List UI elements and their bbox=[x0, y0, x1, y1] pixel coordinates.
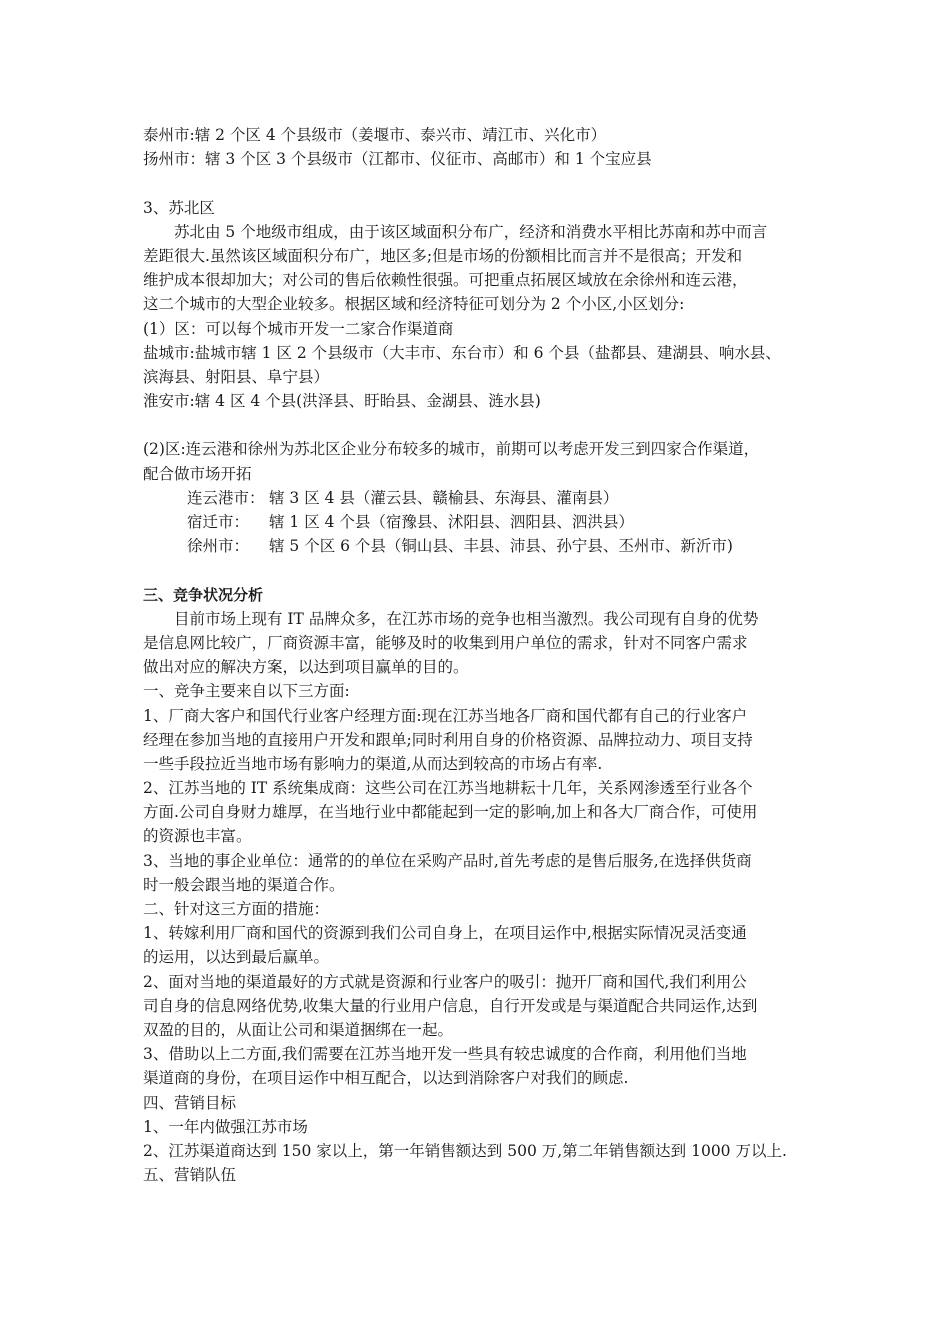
measures-title: 二、针对这三方面的措施： bbox=[143, 900, 330, 918]
zone2-city-line bbox=[143, 510, 813, 534]
zone2-city-line bbox=[143, 486, 813, 510]
city-desc: 辖 5 个区 6 个县（铜山县、丰县、沛县、孙宁县、丕州市、新沂市) bbox=[269, 537, 733, 556]
subei-paragraph-line: 差距很大.虽然该区域面积分布广，地区多;但是市场的份额相比而言并不是很高；开发和 bbox=[143, 246, 743, 265]
yancheng-line: 盐城市:盐城市辖 1 区 2 个县级市（大丰市、东台市）和 6 个县（盐都县、建湖县、响水县、 bbox=[143, 343, 781, 362]
measure-item-3: 3、借助以上二方面,我们需要在江苏当地开发一些具有较忠诚度的合作商，利用他们当地 bbox=[143, 1045, 747, 1064]
yangzhou-line: 扬州市：辖 3 个区 3 个县级市（江都市、仪征市、高邮市）和 1 个宝应县 bbox=[143, 150, 652, 169]
section4-title: 四、营销目标 bbox=[143, 1093, 237, 1112]
measure-item-2: 司自身的信息网络优势,收集大量的行业用户信息，自行开发或是与渠道配合共同运作,达到 bbox=[143, 996, 758, 1015]
city-name: 连云港市： bbox=[187, 488, 265, 507]
competition-item-2: 方面.公司自身财力雄厚，在当地行业中都能起到一定的影响,加上和各大厂商合作，可使用 bbox=[143, 803, 758, 822]
section3-title: 三、竞争状况分析 bbox=[143, 585, 264, 604]
section5-title: 五、营销队伍 bbox=[143, 1166, 237, 1185]
taizhou-line: 泰州市:辖 2 个区 4 个县级市（姜堰市、泰兴市、靖江市、兴化市） bbox=[143, 126, 607, 144]
subei-paragraph-line: 苏北由 5 个地级市组成，由于该区域面积分布广，经济和消费水平相比苏南和苏中而言 bbox=[174, 222, 768, 241]
zone2-line: 配合做市场开拓 bbox=[143, 464, 252, 483]
zone2-line: (2)区:连云港和徐州为苏北区企业分布较多的城市，前期可以考虑开发三到四家合作渠道， bbox=[143, 440, 760, 459]
zone1-title: (1）区：可以每个城市开发一二家合作渠道商 bbox=[143, 319, 454, 338]
yancheng-line: 滨海县、射阳县、阜宁县） bbox=[143, 367, 330, 386]
competition-item-2: 的资源也丰富。 bbox=[143, 827, 252, 846]
competition-item-1: 经理在参加当地的直接用户开发和跟单;同时利用自身的价格资源、品牌拉动力、项目支持 bbox=[143, 730, 753, 749]
competition-item-1: 一些手段拉近当地市场有影响力的渠道,从而达到较高的市场占有率. bbox=[143, 754, 603, 773]
goal-item-1: 1、一年内做强江苏市场 bbox=[143, 1117, 308, 1136]
blank-line bbox=[143, 413, 813, 437]
blank-line bbox=[143, 171, 813, 195]
subei-paragraph-line: 维护成本很却加大；对公司的售后依赖性很强。可把重点拓展区域放在余徐州和连云港， bbox=[143, 271, 748, 290]
goal-item-2: 2、江苏渠道商达到 150 家以上，第一年销售额达到 500 万,第二年销售额达到 1000 万以上. bbox=[143, 1141, 787, 1160]
competition-item-1: 1、厂商大客户和国代行业客户经理方面:现在江苏当地各厂商和国代都有自己的行业客户 bbox=[143, 706, 748, 725]
measure-item-3: 渠道商的身份，在项目运作中相互配合，以达到消除客户对我们的顾虑. bbox=[143, 1069, 629, 1088]
zone2-city-line bbox=[143, 534, 813, 558]
section3-intro-line: 做出对应的解决方案，以达到项目赢单的目的。 bbox=[143, 658, 469, 677]
competition-item-3: 时一般会跟当地的渠道合作。 bbox=[143, 875, 345, 894]
measure-item-1: 1、转嫁利用厂商和国代的资源到我们公司自身上，在项目运作中,根据实际情况灵活变通 bbox=[143, 924, 747, 943]
city-name: 徐州市： bbox=[187, 537, 250, 556]
city-desc: 辖 1 区 4 个县（宿豫县、沭阳县、泗阳县、泗洪县） bbox=[269, 513, 634, 531]
huaian-line: 淮安市:辖 4 区 4 个县(洪泽县、盱眙县、金湖县、涟水县) bbox=[143, 392, 541, 411]
section3-intro-line: 是信息网比较广，厂商资源丰富，能够及时的收集到用户单位的需求，针对不同客户需求 bbox=[143, 633, 748, 652]
city-name: 宿迁市： bbox=[187, 513, 250, 531]
subei-paragraph-line: 这二个城市的大型企业较多。根据区域和经济特征可划分为 2 个小区,小区划分: bbox=[143, 295, 685, 314]
measure-item-2: 2、面对当地的渠道最好的方式就是资源和行业客户的吸引：抛开厂商和国代,我们利用公 bbox=[143, 972, 747, 991]
measure-item-2: 双盈的目的，从面让公司和渠道捆绑在一起。 bbox=[143, 1020, 454, 1039]
competition-title: 一、竞争主要来自以下三方面: bbox=[143, 682, 350, 701]
competition-item-2: 2、江苏当地的 IT 系统集成商：这些公司在江苏当地耕耘十几年，关系网渗透至行业各个 bbox=[143, 779, 753, 798]
measure-item-1: 的运用，以达到最后赢单。 bbox=[143, 948, 330, 967]
city-desc: 辖 3 区 4 县（灌云县、赣榆县、东海县、灌南县） bbox=[269, 488, 619, 507]
document-body bbox=[143, 123, 813, 1187]
section3-intro-line: 目前市场上现有 IT 品牌众多，在江苏市场的竞争也相当激烈。我公司现有自身的优势 bbox=[174, 609, 759, 628]
competition-item-3: 3、当地的事企业单位：通常的的单位在采购产品时,首先考虑的是售后服务,在选择供货商 bbox=[143, 851, 752, 870]
blank-line bbox=[143, 558, 813, 582]
subei-heading: 3、苏北区 bbox=[143, 198, 215, 217]
